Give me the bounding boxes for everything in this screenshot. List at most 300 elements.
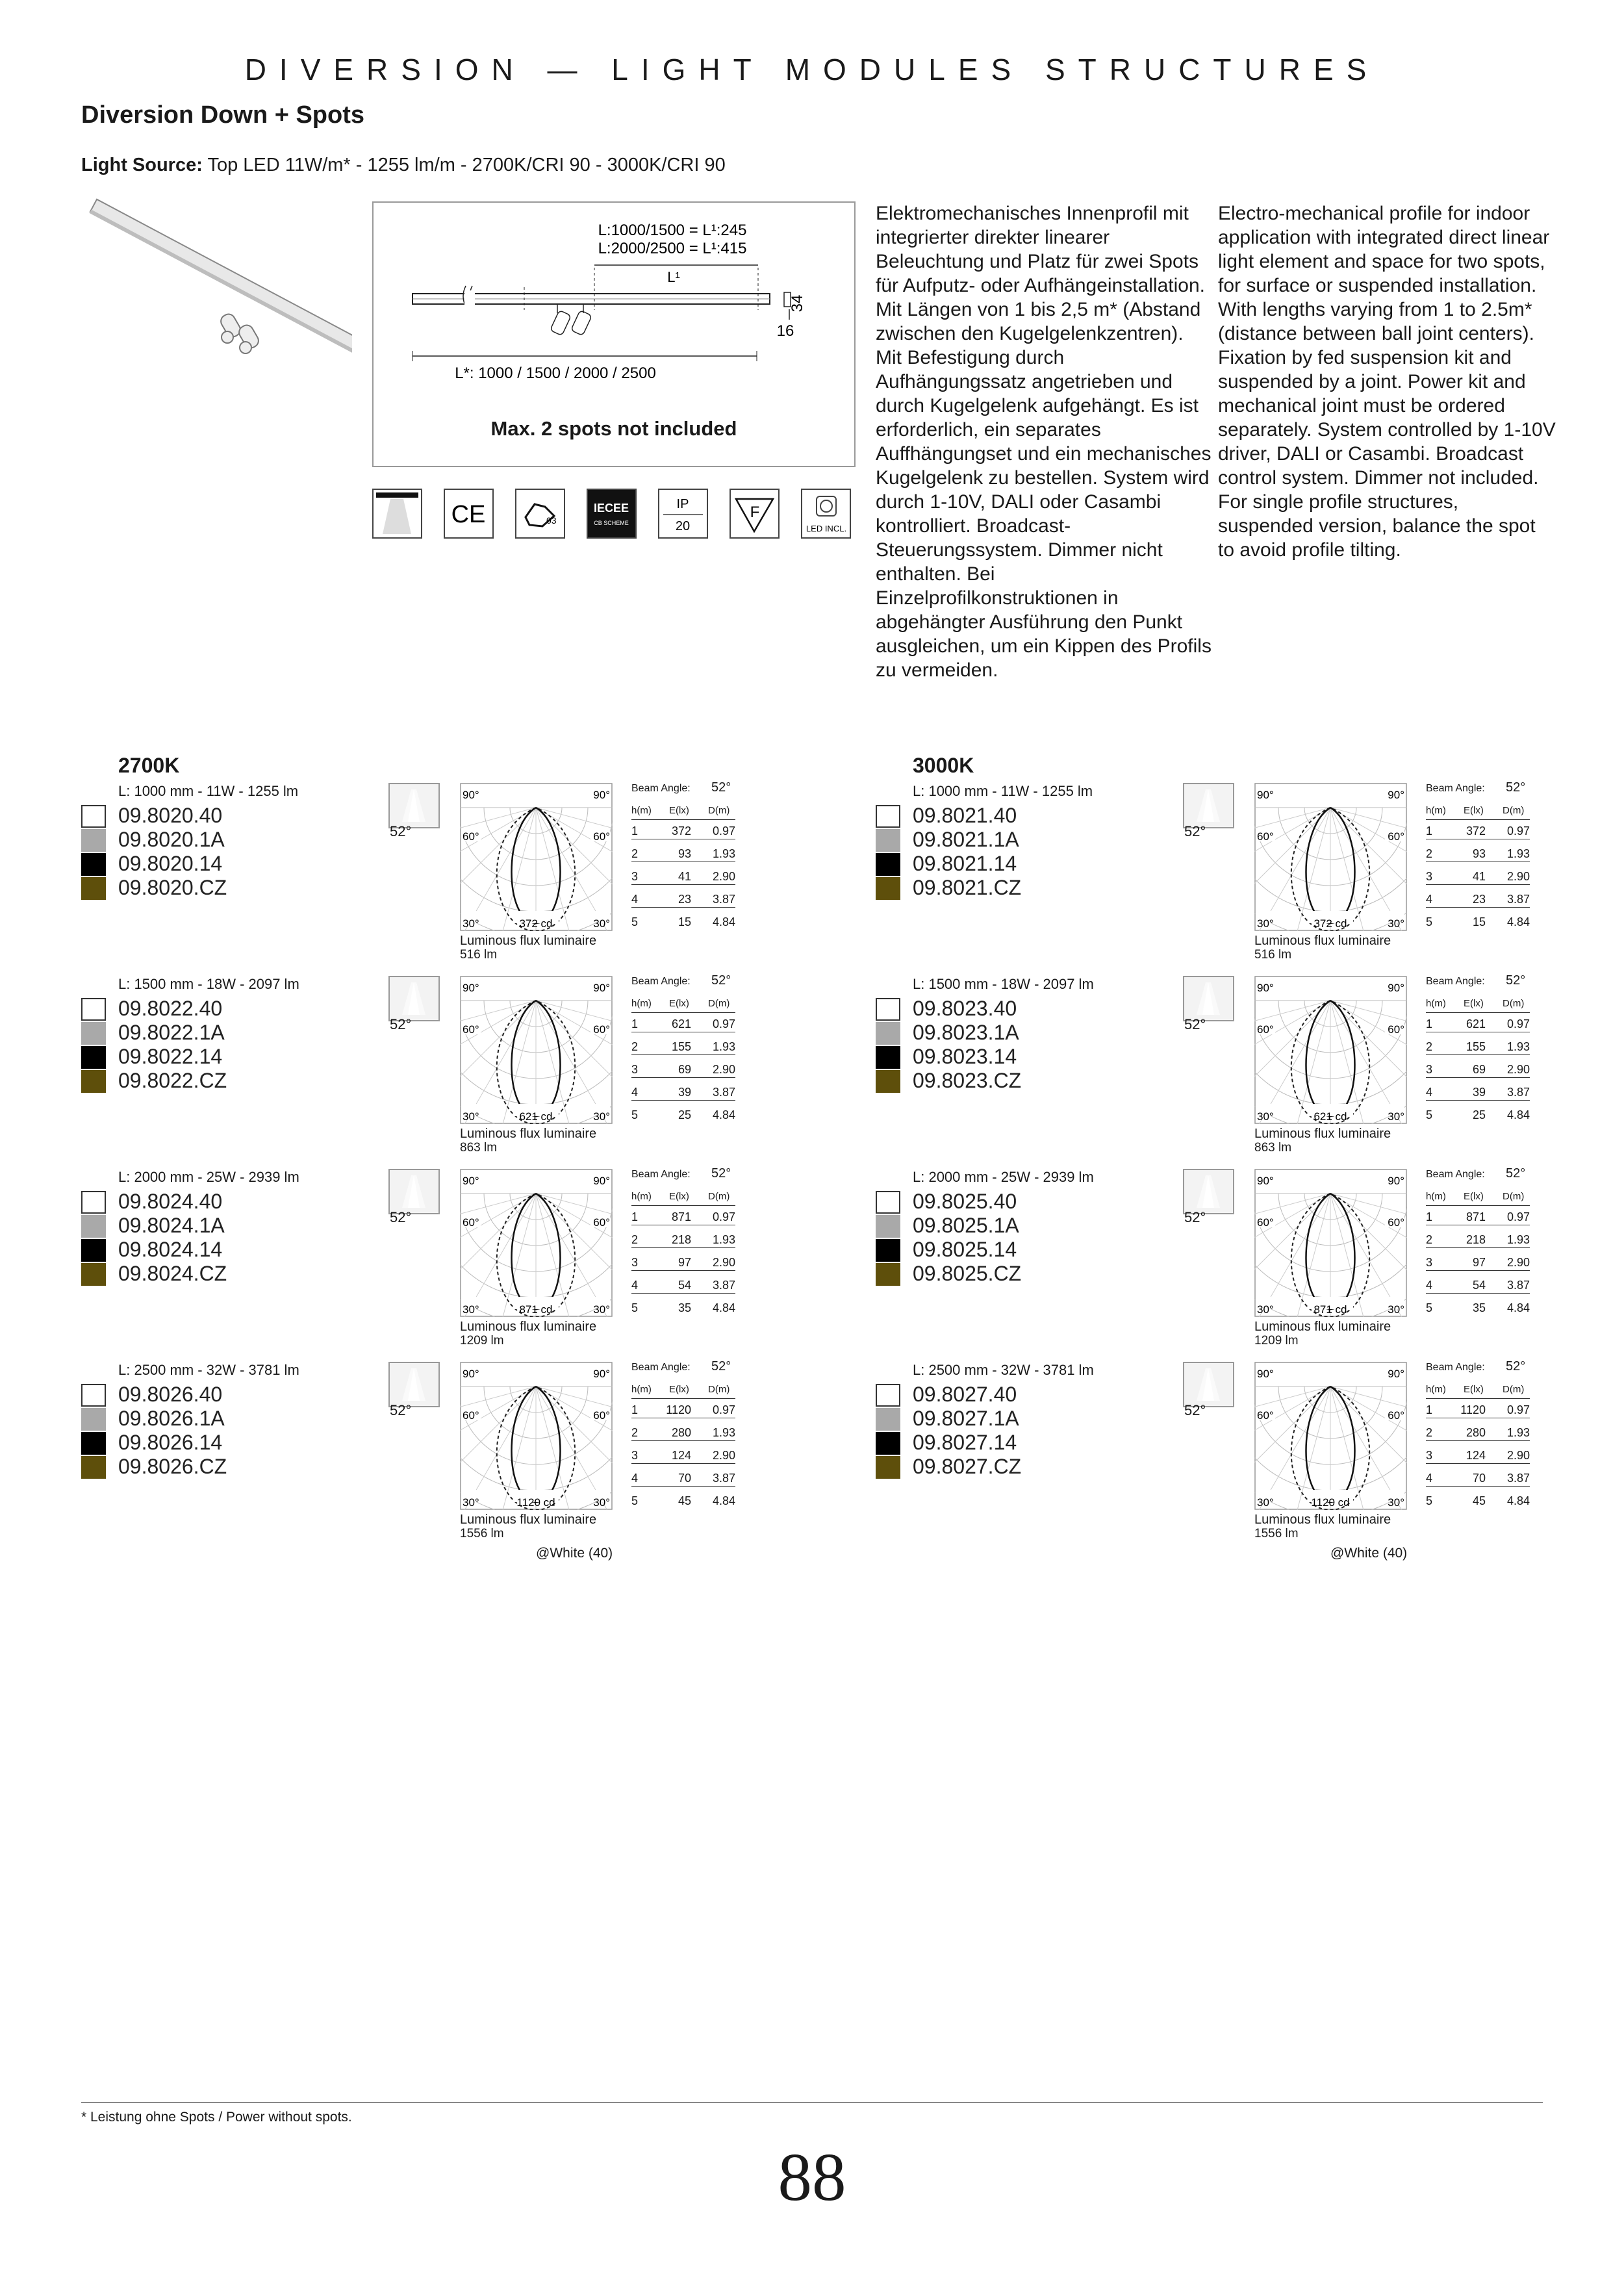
table-header: [631, 1188, 735, 1206]
finish-swatch: [81, 1191, 106, 1214]
article-code: 09.8020.14: [118, 852, 223, 875]
cell-diameter: 4.84: [1506, 1108, 1530, 1121]
table-row: [1426, 890, 1530, 908]
beam-angle-value: 52°: [1184, 1016, 1206, 1032]
variant-spec: L: 1500 mm - 18W - 2097 lm: [118, 976, 299, 992]
beam-angle-icon: [388, 1362, 440, 1407]
article-code: 09.8027.1A: [913, 1407, 1019, 1430]
page-title: DIVERSION — LIGHT MODULES STRUCTURES: [244, 53, 1380, 86]
cell-illuminance: 621: [671, 1017, 691, 1030]
light-source-value: Top LED 11W/m* - 1255 lm/m - 2700K/CRI 90 - 3000K/CRI 90: [207, 155, 726, 175]
col-diameter: D(m): [1503, 998, 1525, 1009]
cell-diameter: 4.84: [1506, 915, 1530, 928]
cell-diameter: 3.87: [1506, 1279, 1530, 1292]
angle-30-right: 30°: [1388, 917, 1404, 930]
beam-angle-icon: [388, 783, 440, 828]
cell-diameter: 4.84: [712, 1108, 735, 1121]
angle-60-left: 60°: [463, 1216, 479, 1229]
finish-swatch: [876, 1432, 900, 1455]
cell-height: 4: [1426, 1279, 1433, 1292]
table-row: [1426, 1253, 1530, 1271]
article-code: 09.8021.40: [913, 804, 1017, 827]
polar-diagram: [460, 783, 613, 931]
cell-illuminance: 15: [1472, 915, 1486, 928]
product-variant: [876, 1359, 1624, 1561]
article-code: 09.8021.1A: [913, 828, 1019, 851]
finish-swatch: [81, 1215, 106, 1238]
l1-label: L¹: [667, 269, 680, 285]
table-row: [1426, 867, 1530, 885]
cell-diameter: 1.93: [712, 1233, 735, 1246]
angle-90-right: 90°: [593, 1368, 610, 1380]
table-row: [1426, 1106, 1530, 1123]
f-mark-icon: [730, 489, 780, 539]
cell-illuminance: 39: [1472, 1086, 1486, 1099]
table-row: [631, 1106, 735, 1123]
article-code: 09.8026.1A: [118, 1407, 225, 1430]
table-row: [631, 1446, 735, 1464]
article-code: 09.8023.40: [913, 997, 1017, 1020]
cell-diameter: 1.93: [712, 847, 735, 860]
angle-30-left: 30°: [1257, 1303, 1274, 1316]
cell-height: 4: [1426, 893, 1433, 906]
polar-diagram: [460, 976, 613, 1124]
article-code: 09.8022.14: [118, 1045, 223, 1068]
cell-diameter: 4.84: [1506, 1494, 1530, 1507]
luminous-flux-value: 863 lm: [460, 1141, 498, 1155]
cell-diameter: 4.84: [1506, 1301, 1530, 1314]
cell-diameter: 1.93: [712, 1426, 735, 1439]
angle-90-left: 90°: [1257, 789, 1274, 801]
col-diameter: D(m): [708, 1384, 730, 1395]
cell-illuminance: 621: [1465, 1017, 1486, 1030]
finish-swatch: [876, 1191, 900, 1214]
cell-illuminance: 93: [1472, 847, 1486, 860]
cell-illuminance: 1120: [666, 1403, 691, 1416]
col-illuminance: E(lx): [1464, 1191, 1484, 1202]
article-code: 09.8027.40: [913, 1383, 1017, 1406]
beam-angle-label: Beam Angle:: [1426, 783, 1485, 794]
angle-60-left: 60°: [463, 1409, 479, 1422]
col-diameter: D(m): [708, 805, 730, 816]
col-height: h(m): [631, 805, 652, 816]
angle-60-left: 60°: [463, 1023, 479, 1036]
col-illuminance: E(lx): [669, 998, 689, 1009]
table-row: [1426, 1060, 1530, 1078]
cell-illuminance: 45: [1472, 1494, 1486, 1507]
cell-diameter: 3.87: [712, 893, 735, 906]
beam-angle-label: Beam Angle:: [1426, 1169, 1485, 1180]
col-diameter: D(m): [1503, 1384, 1525, 1395]
cell-height: 2: [1426, 1233, 1433, 1246]
cell-height: 2: [1426, 1040, 1433, 1053]
beam-angle-icon: [1183, 1169, 1234, 1214]
table-row: [631, 913, 735, 930]
beam-angle-value: 52°: [711, 973, 731, 988]
col-illuminance: E(lx): [669, 805, 689, 816]
peak-candela: 621 cd: [519, 1110, 553, 1123]
finish-swatch: [876, 1408, 900, 1431]
finish-swatch: [81, 1046, 106, 1069]
table-header: [1426, 802, 1530, 820]
table-row: [631, 1299, 735, 1316]
cell-height: 2: [1426, 847, 1433, 860]
col-diameter: D(m): [708, 998, 730, 1009]
beam-angle-value: 52°: [711, 1166, 731, 1181]
product-variant: [81, 1359, 874, 1561]
polar-diagram: [1254, 976, 1407, 1124]
cell-height: 5: [1426, 1108, 1433, 1121]
angle-30-right: 30°: [593, 917, 610, 930]
cell-diameter: 0.97: [712, 1403, 735, 1416]
article-code: 09.8026.40: [118, 1383, 223, 1406]
cell-illuminance: 93: [678, 847, 691, 860]
table-row: [1426, 1015, 1530, 1032]
table-row: [1426, 1276, 1530, 1294]
finish-swatch: [81, 829, 106, 852]
peak-candela: 871 cd: [519, 1303, 553, 1316]
cell-illuminance: 280: [671, 1426, 691, 1439]
article-code: 09.8020.1A: [118, 828, 225, 851]
table-row: [631, 1038, 735, 1055]
angle-30-right: 30°: [1388, 1303, 1404, 1316]
cell-diameter: 0.97: [712, 1210, 735, 1223]
ce-mark-icon: [444, 489, 494, 539]
cell-illuminance: 54: [678, 1279, 691, 1292]
finish-swatch: [876, 829, 900, 852]
cell-illuminance: 97: [678, 1256, 691, 1269]
angle-30-left: 30°: [463, 1303, 479, 1316]
product-variant: [81, 973, 874, 1171]
section-title-2700k: 2700K: [118, 754, 180, 777]
article-code: 09.8025.CZ: [913, 1262, 1022, 1285]
width-dim: 16: [776, 322, 794, 340]
finish-swatch: [876, 877, 900, 900]
angle-30-left: 30°: [1257, 1110, 1274, 1123]
cell-diameter: 0.97: [712, 1017, 735, 1030]
table-row: [1426, 1231, 1530, 1248]
beam-angle-value: 52°: [390, 823, 412, 839]
cell-height: 1: [631, 824, 639, 837]
finish-swatch: [81, 1263, 106, 1286]
cell-diameter: 3.87: [712, 1086, 735, 1099]
col-diameter: D(m): [708, 1191, 730, 1202]
beam-angle-value: 52°: [1506, 973, 1526, 988]
cell-height: 2: [631, 1233, 639, 1246]
cell-illuminance: 25: [678, 1108, 691, 1121]
angle-60-right: 60°: [593, 1023, 610, 1036]
table-row: [631, 1492, 735, 1509]
polar-diagram: [460, 1362, 613, 1510]
luminous-flux-label: Luminous flux luminaire: [460, 1513, 597, 1527]
cell-illuminance: 871: [671, 1210, 691, 1223]
peak-candela: 1120 cd: [516, 1496, 555, 1509]
cell-height: 5: [631, 1494, 639, 1507]
article-code: 09.8025.14: [913, 1238, 1017, 1261]
angle-90-right: 90°: [1388, 789, 1404, 801]
table-header: [631, 1381, 735, 1399]
cell-illuminance: 124: [1465, 1449, 1486, 1462]
cell-diameter: 0.97: [1506, 824, 1530, 837]
table-row: [1426, 1299, 1530, 1316]
finish-swatch: [81, 1408, 106, 1431]
table-row: [631, 1401, 735, 1418]
beam-angle-icon: [1183, 1362, 1234, 1407]
cell-illuminance: 69: [1472, 1063, 1486, 1076]
article-code: 09.8023.CZ: [913, 1069, 1022, 1092]
article-code: 09.8025.1A: [913, 1214, 1019, 1237]
luminous-flux-label: Luminous flux luminaire: [460, 1320, 597, 1334]
finish-note: @White (40): [1330, 1546, 1408, 1561]
beam-angle-value: 52°: [1506, 1166, 1526, 1181]
angle-90-right: 90°: [1388, 982, 1404, 994]
product-title: Diversion Down + Spots: [81, 101, 365, 129]
section-title-3000k: 3000K: [913, 754, 974, 777]
luminous-flux-value: 863 lm: [1254, 1141, 1292, 1155]
finish-swatch: [81, 805, 106, 828]
enec-icon: [515, 489, 565, 539]
cell-illuminance: 218: [671, 1233, 691, 1246]
article-code: 09.8022.1A: [118, 1021, 225, 1044]
luminous-flux-value: 1556 lm: [460, 1527, 504, 1540]
variant-spec: L: 2000 mm - 25W - 2939 lm: [118, 1169, 299, 1185]
table-header: [631, 995, 735, 1013]
finish-swatch: [876, 1215, 900, 1238]
cell-diameter: 2.90: [712, 1256, 735, 1269]
table-row: [631, 1276, 735, 1294]
l1-spec-1: L:1000/1500 = L¹:245: [598, 222, 747, 239]
finish-swatch: [876, 1046, 900, 1069]
beam-angle-icon: [388, 1169, 440, 1214]
finish-swatch: [876, 1239, 900, 1262]
l1-spec-2: L:2000/2500 = L¹:415: [598, 240, 747, 257]
cell-diameter: 2.90: [1506, 1063, 1530, 1076]
cell-illuminance: 218: [1465, 1233, 1486, 1246]
luminous-flux-value: 516 lm: [460, 948, 498, 962]
angle-90-left: 90°: [463, 789, 479, 801]
cell-height: 4: [631, 1279, 639, 1292]
table-header: [1426, 1188, 1530, 1206]
angle-90-right: 90°: [593, 982, 610, 994]
polar-diagram: [1254, 783, 1407, 931]
finish-swatch: [81, 1384, 106, 1407]
finish-swatch: [876, 998, 900, 1021]
article-code: 09.8022.40: [118, 997, 223, 1020]
angle-30-right: 30°: [1388, 1110, 1404, 1123]
table-row: [1426, 913, 1530, 930]
cell-illuminance: 15: [678, 915, 691, 928]
cell-diameter: 3.87: [1506, 1086, 1530, 1099]
cell-height: 5: [1426, 1494, 1433, 1507]
technical-drawing: [372, 201, 856, 467]
luminous-flux-value: 1209 lm: [1254, 1334, 1299, 1348]
beam-angle-label: Beam Angle:: [631, 1169, 691, 1180]
angle-90-left: 90°: [1257, 1175, 1274, 1187]
cell-height: 2: [1426, 1426, 1433, 1439]
angle-60-left: 60°: [1257, 1023, 1274, 1036]
beam-angle-value: 52°: [1184, 823, 1206, 839]
finish-swatch: [81, 1432, 106, 1455]
iecee-sub: CB SCHEME: [594, 520, 629, 526]
finish-swatch: [876, 805, 900, 828]
cell-height: 5: [631, 915, 639, 928]
col-height: h(m): [1426, 805, 1446, 816]
angle-60-right: 60°: [593, 1216, 610, 1229]
ip-value: 20: [675, 519, 691, 533]
col-illuminance: E(lx): [669, 1191, 689, 1202]
col-height: h(m): [1426, 1191, 1446, 1202]
light-source-label: Light Source:: [81, 155, 203, 175]
spots-note: Max. 2 spots not included: [490, 417, 737, 440]
angle-60-left: 60°: [1257, 830, 1274, 843]
iecee-label: IECEE: [593, 502, 629, 515]
cell-diameter: 1.93: [712, 1040, 735, 1053]
led-included-icon: [801, 489, 851, 539]
cell-height: 3: [631, 1063, 639, 1076]
table-row: [631, 1060, 735, 1078]
cell-illuminance: 280: [1465, 1426, 1486, 1439]
beam-angle-label: Beam Angle:: [631, 976, 691, 987]
finish-note: @White (40): [536, 1546, 613, 1561]
angle-30-right: 30°: [593, 1110, 610, 1123]
finish-swatch: [876, 1070, 900, 1093]
beam-angle-icon: [1183, 976, 1234, 1021]
cell-diameter: 4.84: [712, 1301, 735, 1314]
cell-height: 5: [631, 1108, 639, 1121]
angle-90-right: 90°: [593, 789, 610, 801]
variant-spec: L: 2500 mm - 32W - 3781 lm: [913, 1362, 1094, 1378]
footnote: * Leistung ohne Spots / Power without spots.: [81, 2110, 352, 2125]
table-row: [1426, 1469, 1530, 1487]
cell-height: 4: [1426, 1472, 1433, 1485]
finish-swatch: [81, 1022, 106, 1045]
table-row: [631, 822, 735, 839]
angle-60-right: 60°: [1388, 1216, 1404, 1229]
angle-30-left: 30°: [463, 1496, 479, 1509]
cell-diameter: 3.87: [1506, 1472, 1530, 1485]
beam-angle-label: Beam Angle:: [631, 1362, 691, 1373]
table-row: [1426, 1446, 1530, 1464]
cell-height: 3: [631, 870, 639, 883]
table-row: [631, 1015, 735, 1032]
cell-height: 4: [631, 1472, 639, 1485]
article-code: 09.8023.1A: [913, 1021, 1019, 1044]
luminous-flux-value: 1556 lm: [1254, 1527, 1299, 1540]
cell-diameter: 1.93: [1506, 847, 1530, 860]
beam-angle-value: 52°: [390, 1016, 412, 1032]
cell-diameter: 1.93: [1506, 1233, 1530, 1246]
cell-diameter: 2.90: [1506, 1449, 1530, 1462]
angle-90-left: 90°: [463, 1175, 479, 1187]
peak-candela: 621 cd: [1313, 1110, 1347, 1123]
variant-spec: L: 2500 mm - 32W - 3781 lm: [118, 1362, 299, 1378]
cell-height: 5: [1426, 1301, 1433, 1314]
article-code: 09.8021.CZ: [913, 876, 1022, 899]
cell-illuminance: 35: [678, 1301, 691, 1314]
finish-swatch: [81, 853, 106, 876]
angle-30-right: 30°: [593, 1303, 610, 1316]
cell-illuminance: 54: [1472, 1279, 1486, 1292]
article-code: 09.8021.14: [913, 852, 1017, 875]
article-code: 09.8026.CZ: [118, 1455, 227, 1478]
ip-rating-icon: [658, 489, 708, 539]
cell-diameter: 2.90: [1506, 1256, 1530, 1269]
article-code: 09.8024.CZ: [118, 1262, 227, 1285]
table-header: [1426, 1381, 1530, 1399]
cell-illuminance: 1120: [1460, 1403, 1486, 1416]
angle-90-right: 90°: [1388, 1175, 1404, 1187]
cell-diameter: 0.97: [1506, 1017, 1530, 1030]
finish-swatch: [81, 998, 106, 1021]
table-row: [631, 1083, 735, 1101]
col-diameter: D(m): [1503, 805, 1525, 816]
variant-spec: L: 2000 mm - 25W - 2939 lm: [913, 1169, 1094, 1185]
angle-90-left: 90°: [1257, 1368, 1274, 1380]
luminous-flux-label: Luminous flux luminaire: [460, 1127, 597, 1141]
table-row: [631, 845, 735, 862]
finish-swatch: [81, 1239, 106, 1262]
cell-illuminance: 41: [678, 870, 691, 883]
cell-height: 3: [1426, 1449, 1433, 1462]
table-row: [631, 867, 735, 885]
article-code: 09.8027.14: [913, 1431, 1017, 1454]
length-spec: L*: 1000 / 1500 / 2000 / 2500: [455, 364, 656, 382]
height-dim: 34: [789, 294, 806, 313]
angle-60-right: 60°: [1388, 1023, 1404, 1036]
table-row: [1426, 1492, 1530, 1509]
table-row: [631, 1469, 735, 1487]
beam-angle-label: Beam Angle:: [631, 783, 691, 794]
cell-diameter: 2.90: [1506, 870, 1530, 883]
cell-diameter: 0.97: [1506, 1403, 1530, 1416]
cell-height: 1: [1426, 1210, 1433, 1223]
finish-swatch: [876, 1384, 900, 1407]
angle-60-right: 60°: [593, 1409, 610, 1422]
angle-60-left: 60°: [1257, 1409, 1274, 1422]
cell-diameter: 3.87: [1506, 893, 1530, 906]
cell-height: 1: [631, 1210, 639, 1223]
beam-angle-value: 52°: [1184, 1402, 1206, 1418]
cell-diameter: 3.87: [712, 1279, 735, 1292]
polar-diagram: [1254, 1169, 1407, 1317]
cell-illuminance: 871: [1465, 1210, 1486, 1223]
finish-swatch: [81, 877, 106, 900]
luminous-flux-value: 1209 lm: [460, 1334, 504, 1348]
luminous-flux-label: Luminous flux luminaire: [1254, 1320, 1391, 1334]
beam-angle-value: 52°: [390, 1402, 412, 1418]
polar-diagram: [1254, 1362, 1407, 1510]
product-variant: [876, 780, 1624, 978]
table-row: [631, 890, 735, 908]
luminous-flux-label: Luminous flux luminaire: [460, 934, 597, 948]
beam-angle-icon: [388, 976, 440, 1021]
cell-height: 3: [1426, 1063, 1433, 1076]
downlight-icon: [372, 489, 422, 539]
cell-illuminance: 372: [1465, 824, 1486, 837]
cell-illuminance: 155: [1465, 1040, 1486, 1053]
beam-angle-label: Beam Angle:: [1426, 976, 1485, 987]
beam-angle-value: 52°: [711, 1359, 731, 1373]
cell-height: 2: [631, 847, 639, 860]
finish-swatch: [876, 1456, 900, 1479]
angle-60-right: 60°: [1388, 830, 1404, 843]
table-row: [1426, 1083, 1530, 1101]
table-header: [631, 802, 735, 820]
table-row: [1426, 845, 1530, 862]
svg-text:03: 03: [546, 515, 557, 526]
article-code: 09.8020.40: [118, 804, 223, 827]
article-code: 09.8022.CZ: [118, 1069, 227, 1092]
